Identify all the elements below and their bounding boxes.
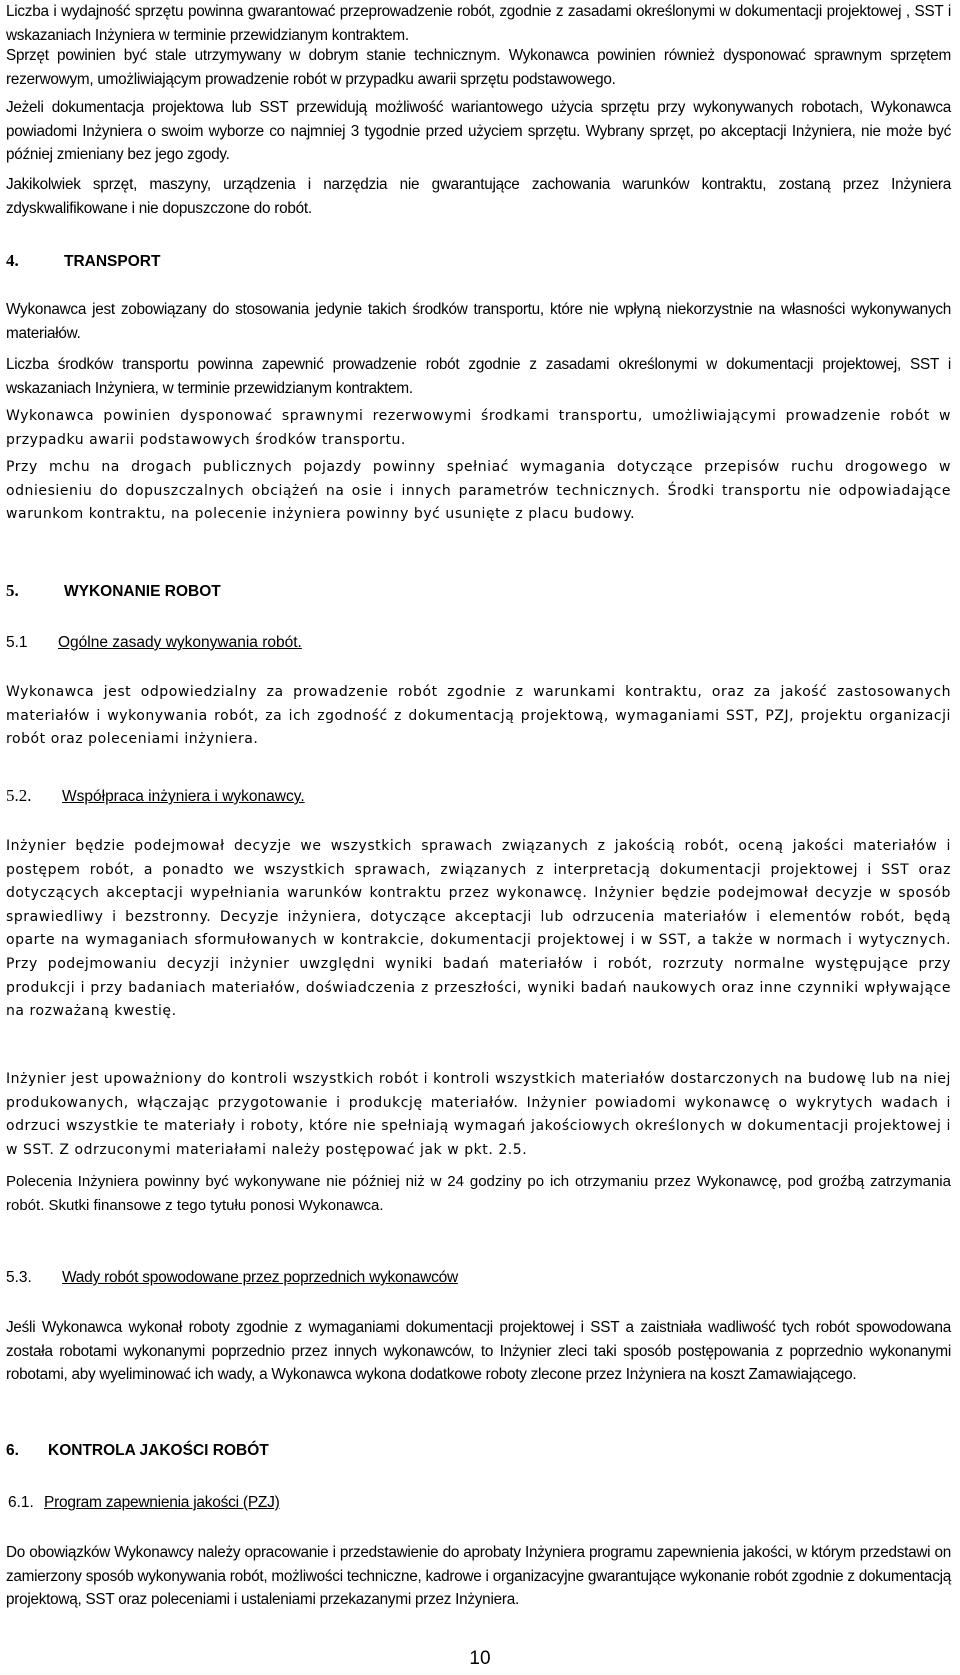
subsection-heading-6-1 bbox=[8, 1492, 280, 1514]
subsection-heading-5-3 bbox=[6, 1267, 458, 1289]
heading-number: 6. bbox=[6, 1442, 19, 1459]
heading-title: KONTROLA JAKOŚCI ROBÓT bbox=[48, 1442, 269, 1459]
heading-number: 4. bbox=[6, 251, 19, 270]
subheading-title: Program zapewnienia jakości (PZJ) bbox=[44, 1494, 280, 1511]
subheading-title: Współpraca inżyniera i wykonawcy. bbox=[62, 788, 305, 805]
subheading-number: 6.1. bbox=[8, 1494, 34, 1511]
section-heading-wykonanie-robot bbox=[6, 580, 221, 603]
section-heading-transport bbox=[6, 250, 160, 273]
subsection-heading-5-2 bbox=[6, 785, 305, 808]
paragraph: Liczba środków transportu powinna zapewnić prowadzenie robót zgodnie z zasadami określonymi w dokumentacji projektowej, SST i wskazaniach Inżyniera, w terminie przewidzianym kontraktem. bbox=[6, 356, 951, 397]
paragraph: Jeśli Wykonawca wykonał roboty zgodnie z wymaganiami dokumentacji projektowej i SST a zaistniała wadliwość tych robót spowodowana została robotami wykonanymi poprzednio przez innych wykonawców, to Inżynier zleci taki sposób postępowania z poprzednio wykonanymi robotami, aby wyeliminować ich wady, a Wykonawca wykona dodatkowe roboty zlecone przez Inżyniera na koszt Zamawiającego. bbox=[6, 1319, 951, 1384]
paragraph: Jeżeli dokumentacja projektowa lub SST przewidują możliwość wariantowego użycia sprzętu przy wykonywanych robotach, Wykonawca powiadomi Inżyniera o swoim wyborze co najmniej 3 tygodnie przed użyciem sprzętu. Wybrany sprzęt, po akceptacji Inżyniera, nie może być później zmieniany bez jego zgody. bbox=[6, 99, 951, 164]
paragraph: Polecenia Inżyniera powinny być wykonywane nie później niż w 24 godziny po ich otrzymaniu przez Wykonawcę, pod groźbą zatrzymania robót. Skutki finansowe z tego tytułu ponosi Wykonawca. bbox=[6, 1173, 951, 1214]
page-number: 10 bbox=[469, 1648, 491, 1669]
paragraph: Przy mchu na drogach publicznych pojazdy powinny spełniać wymagania dotyczące przepisów ruchu drogowego w odniesieniu do dopuszczalnych obciążeń na osie i innych parametrów technicznych. Środki transportu nie odpowiadające warunkom kontraktu, na polecenie inżyniera powinny być usunięte z placu budowy. bbox=[6, 459, 951, 523]
paragraph: Inżynier będzie podejmował decyzje we wszystkich sprawach związanych z jakością robót, oceną jakości materiałów i postępem robót, a ponadto we wszystkich sprawach, związanych z interpretacją dokumentacji projektowej i SST oraz dotyczących akceptacji wypełniania warunków kontraktu przez wykonawcę. Inżynier będzie podejmował decyzje w sposób sprawiedliwy i bezstronny. Decyzje inżyniera, dotyczące akceptacji lub odrzucenia materiałów i elementów robót, będą oparte na wymaganiach sformułowanych w kontrakcie, dokumentacji projektowej i w SST, a także w normach i wytycznych. Przy podejmowaniu decyzji inżynier uwzględni wyniki badań materiałów i robót, rozrzuty normalne występujące przy produkcji i przy badaniach materiałów, doświadczenia z przeszłości, wyniki badań naukowych oraz inne czynniki wpływające na rozważaną kwestię. bbox=[6, 838, 951, 1020]
heading-number: 5. bbox=[6, 581, 19, 600]
paragraph: Jakikolwiek sprzęt, maszyny, urządzenia i narzędzia nie gwarantujące zachowania warunków kontraktu, zostaną przez Inżyniera zdyskwalifikowane i nie dopuszczone do robót. bbox=[6, 176, 951, 217]
section-heading-kontrola-jakosci bbox=[6, 1440, 269, 1462]
paragraph: Wykonawca jest zobowiązany do stosowania jedynie takich środków transportu, które nie wpłyną niekorzystnie na własności wykonywanych materiałów. bbox=[6, 301, 951, 342]
paragraph: Wykonawca powinien dysponować sprawnymi rezerwowymi środkami transportu, umożliwiającymi prowadzenie robót w przypadku awarii podstawowych środków transportu. bbox=[6, 408, 951, 448]
paragraph: Inżynier jest upoważniony do kontroli wszystkich robót i kontroli wszystkich materiałów dostarczonych na budowę lub na niej produkowanych, włączając przygotowanie i produkcję materiałów. Inżynier powiadomi wykonawcę o wykrytych wadach i odrzuci wszystkie te materiały i roboty, które nie spełniają wymagań jakościowych określonych w dokumentacji projektowej i w SST. Z odrzuconymi materiałami należy postępować jak w pkt. 2.5. bbox=[6, 1071, 951, 1158]
subheading-title: Ogólne zasady wykonywania robót. bbox=[58, 634, 302, 651]
paragraph: Do obowiązków Wykonawcy należy opracowanie i przedstawienie do aprobaty Inżyniera programu zapewnienia jakości, w którym przedstawi on zamierzony sposób wykonywania robót, możliwości techniczne, kadrowe i organizacyjne gwarantujące wykonanie robót zgodnie z dokumentacją projektową, SST oraz poleceniami i ustaleniami przekazanymi przez Inżyniera. bbox=[6, 1544, 951, 1609]
subheading-number: 5.1 bbox=[6, 634, 28, 651]
heading-title: WYKONANIE ROBOT bbox=[64, 583, 221, 600]
subheading-number: 5.3. bbox=[6, 1269, 32, 1286]
subheading-number: 5.2. bbox=[6, 786, 32, 805]
paragraph: Sprzęt powinien być stale utrzymywany w dobrym stanie technicznym. Wykonawca powinien również dysponować sprawnym sprzętem rezerwowym, umożliwiającym prowadzenie robót w przypadku awarii sprzętu podstawowego. bbox=[6, 47, 951, 88]
heading-title: TRANSPORT bbox=[64, 253, 161, 270]
subheading-title: Wady robót spowodowane przez poprzednich wykonawców bbox=[62, 1269, 458, 1286]
paragraph: Liczba i wydajność sprzętu powinna gwarantować przeprowadzenie robót, zgodnie z zasadami określonymi w dokumentacji projektowej , SST i wskazaniach Inżyniera w terminie przewidzianym kontraktem. bbox=[6, 3, 951, 44]
paragraph: Wykonawca jest odpowiedzialny za prowadzenie robót zgodnie z warunkami kontraktu, oraz za jakość zastosowanych materiałów i wykonywania robót, za ich zgodność z dokumentacją projektową, wymaganiami SST, PZJ, projektu organizacji robót oraz poleceniami inżyniera. bbox=[6, 684, 951, 748]
subsection-heading-5-1 bbox=[6, 632, 302, 654]
